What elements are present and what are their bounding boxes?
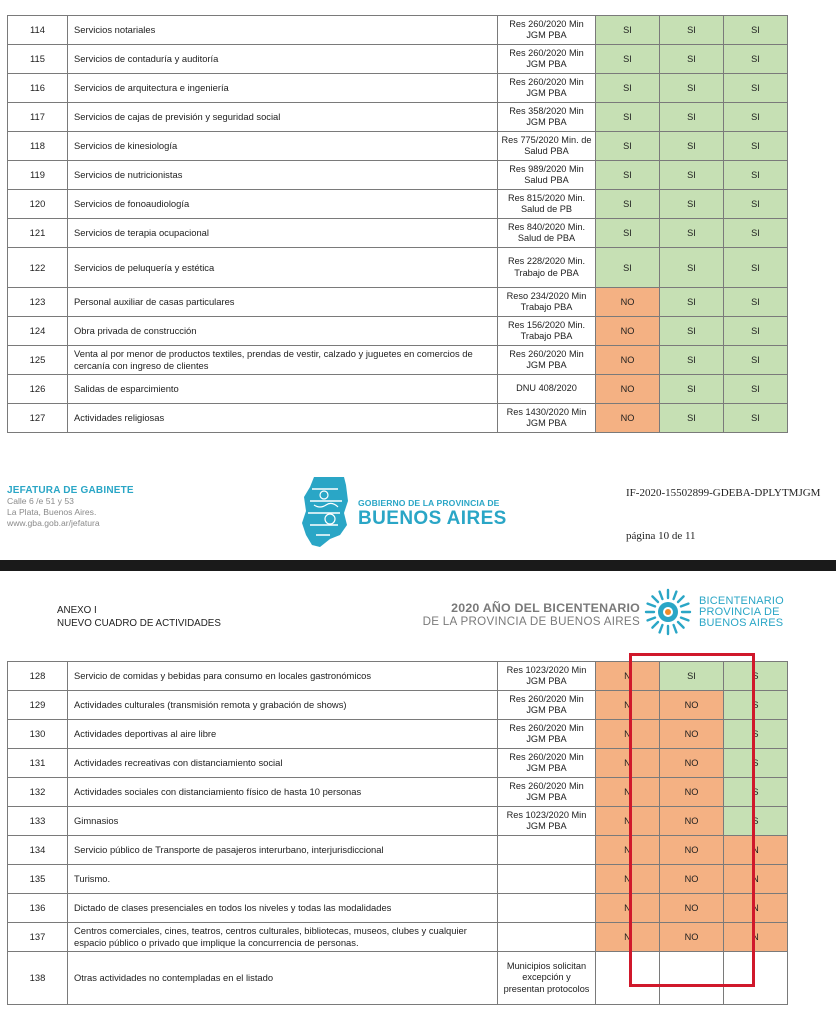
status-cell: N	[596, 749, 660, 778]
resolution: Res 815/2020 Min. Salud de PB	[498, 190, 596, 219]
status-cell: SI	[724, 45, 788, 74]
status-cell: S	[724, 778, 788, 807]
table-row	[8, 865, 788, 894]
row-number: 118	[8, 132, 68, 161]
row-number: 122	[8, 248, 68, 288]
status-cell: N	[596, 865, 660, 894]
status-cell: NO	[660, 720, 724, 749]
status-cell: SI	[596, 16, 660, 45]
department-footer	[7, 485, 187, 529]
resolution: Res 1430/2020 Min JGM PBA	[498, 404, 596, 433]
resolution: Res 1023/2020 Min JGM PBA	[498, 662, 596, 691]
status-cell: SI	[724, 375, 788, 404]
status-cell	[596, 952, 660, 1005]
status-cell: NO	[660, 749, 724, 778]
status-cell: NO	[596, 317, 660, 346]
status-cell: SI	[660, 161, 724, 190]
address-line: Calle 6 /e 51 y 53	[7, 496, 74, 506]
status-cell: SI	[660, 74, 724, 103]
activity-name: Servicio público de Transporte de pasajeros interurbano, interjurisdiccional	[68, 836, 498, 865]
row-number: 120	[8, 190, 68, 219]
table-row	[8, 836, 788, 865]
status-cell: SI	[724, 103, 788, 132]
row-number: 131	[8, 749, 68, 778]
table-row	[8, 404, 788, 433]
resolution: Res 260/2020 Min JGM PBA	[498, 346, 596, 375]
status-cell: SI	[724, 161, 788, 190]
activity-name: Servicios de fonoaudiología	[68, 190, 498, 219]
resolution: DNU 408/2020	[498, 375, 596, 404]
bicentenary-heading	[423, 601, 640, 628]
status-cell: N	[596, 662, 660, 691]
bicentenary-line-1: 2020 AÑO DEL BICENTENARIO	[451, 601, 640, 615]
row-number: 124	[8, 317, 68, 346]
status-cell: SI	[660, 346, 724, 375]
bicentenary-line-2: DE LA PROVINCIA DE BUENOS AIRES	[422, 615, 640, 628]
table-row	[8, 720, 788, 749]
logo-line-3: BUENOS AIRES	[699, 617, 784, 629]
status-cell: NO	[596, 346, 660, 375]
status-cell: SI	[596, 219, 660, 248]
table-row	[8, 45, 788, 74]
annex-header	[57, 604, 221, 630]
table-row	[8, 952, 788, 1005]
status-cell: SI	[660, 404, 724, 433]
status-cell: N	[596, 778, 660, 807]
status-cell: SI	[596, 132, 660, 161]
row-number: 114	[8, 16, 68, 45]
row-number: 136	[8, 894, 68, 923]
status-cell	[724, 952, 788, 1005]
status-cell: SI	[724, 288, 788, 317]
resolution: Res 228/2020 Min. Trabajo de PBA	[498, 248, 596, 288]
status-cell: NO	[660, 691, 724, 720]
table-row	[8, 894, 788, 923]
activity-name: Actividades sociales con distanciamiento físico de hasta 10 personas	[68, 778, 498, 807]
resolution	[498, 836, 596, 865]
bicentenary-sun-icon	[644, 588, 692, 636]
activity-name: Gimnasios	[68, 807, 498, 836]
activity-name: Actividades deportivas al aire libre	[68, 720, 498, 749]
resolution: Res 260/2020 Min JGM PBA	[498, 16, 596, 45]
table-row	[8, 288, 788, 317]
row-number: 127	[8, 404, 68, 433]
resolution: Res 260/2020 Min JGM PBA	[498, 778, 596, 807]
activities-table-page-11	[7, 661, 788, 1005]
department-name: JEFATURA DE GABINETE	[7, 485, 134, 496]
status-cell: SI	[660, 16, 724, 45]
status-cell: SI	[724, 404, 788, 433]
status-cell: N	[724, 836, 788, 865]
status-cell: N	[596, 720, 660, 749]
activity-name: Personal auxiliar de casas particulares	[68, 288, 498, 317]
status-cell: SI	[596, 190, 660, 219]
resolution: Res 840/2020 Min. Salud de PBA	[498, 219, 596, 248]
status-cell: SI	[660, 190, 724, 219]
logo-line-2: PROVINCIA DE	[699, 606, 780, 618]
page-number: página 10 de 11	[626, 530, 696, 542]
annex-title: ANEXO I	[57, 605, 97, 616]
status-cell: SI	[660, 375, 724, 404]
table-row	[8, 190, 788, 219]
row-number: 126	[8, 375, 68, 404]
status-cell: SI	[660, 288, 724, 317]
row-number: 130	[8, 720, 68, 749]
row-number: 123	[8, 288, 68, 317]
status-cell: N	[724, 865, 788, 894]
status-cell: SI	[660, 45, 724, 74]
activity-name: Dictado de clases presenciales en todos los niveles y todas las modalidades	[68, 894, 498, 923]
status-cell: SI	[724, 190, 788, 219]
status-cell: SI	[660, 219, 724, 248]
logo-line-1: BICENTENARIO	[699, 595, 784, 607]
website-link[interactable]: www.gba.gob.ar/jefatura	[7, 518, 100, 528]
resolution: Res 260/2020 Min JGM PBA	[498, 691, 596, 720]
province-name: BUENOS AIRES	[358, 508, 507, 529]
activity-name: Servicios de cajas de previsión y seguridad social	[68, 103, 498, 132]
status-cell: SI	[724, 132, 788, 161]
resolution	[498, 865, 596, 894]
page-separator	[0, 560, 836, 571]
row-number: 134	[8, 836, 68, 865]
activity-name: Otras actividades no contempladas en el listado	[68, 952, 498, 1005]
activity-name: Servicios de contaduría y auditoría	[68, 45, 498, 74]
resolution	[498, 923, 596, 952]
table-row	[8, 923, 788, 952]
government-line: GOBIERNO DE LA PROVINCIA DE	[358, 498, 500, 508]
table-row	[8, 219, 788, 248]
page-11	[0, 571, 836, 1024]
activity-name: Salidas de esparcimiento	[68, 375, 498, 404]
table-row	[8, 74, 788, 103]
status-cell: N	[596, 894, 660, 923]
resolution: Res 260/2020 Min JGM PBA	[498, 749, 596, 778]
table-row	[8, 807, 788, 836]
resolution: Res 989/2020 Min Salud PBA	[498, 161, 596, 190]
status-cell: SI	[596, 248, 660, 288]
status-cell: NO	[596, 288, 660, 317]
table-row	[8, 103, 788, 132]
status-cell: SI	[724, 74, 788, 103]
status-cell: SI	[724, 16, 788, 45]
status-cell: N	[596, 691, 660, 720]
table-row	[8, 346, 788, 375]
resolution: Municipios solicitan excepción y presentan protocolos	[498, 952, 596, 1005]
status-cell: S	[724, 691, 788, 720]
status-cell: SI	[596, 161, 660, 190]
activity-name: Servicios de kinesiología	[68, 132, 498, 161]
activity-name: Servicios notariales	[68, 16, 498, 45]
government-logo	[300, 475, 510, 550]
status-cell: SI	[724, 248, 788, 288]
status-cell: SI	[660, 662, 724, 691]
activity-name: Actividades religiosas	[68, 404, 498, 433]
resolution: Reso 234/2020 Min Trabajo PBA	[498, 288, 596, 317]
status-cell: SI	[596, 103, 660, 132]
row-number: 117	[8, 103, 68, 132]
table-row	[8, 662, 788, 691]
province-map-icon	[300, 475, 350, 549]
resolution: Res 260/2020 Min JGM PBA	[498, 74, 596, 103]
activity-name: Turismo.	[68, 865, 498, 894]
activity-name: Obra privada de construcción	[68, 317, 498, 346]
status-cell: NO	[660, 923, 724, 952]
annex-subtitle: NUEVO CUADRO DE ACTIVIDADES	[57, 618, 221, 629]
resolution: Res 775/2020 Min. de Salud PBA	[498, 132, 596, 161]
status-cell: NO	[596, 375, 660, 404]
status-cell: N	[596, 836, 660, 865]
status-cell: S	[724, 749, 788, 778]
status-cell: NO	[596, 404, 660, 433]
status-cell: N	[596, 807, 660, 836]
activity-name: Servicios de nutricionistas	[68, 161, 498, 190]
row-number: 115	[8, 45, 68, 74]
table-row	[8, 132, 788, 161]
status-cell: SI	[596, 45, 660, 74]
activity-name: Actividades culturales (transmisión remota y grabación de shows)	[68, 691, 498, 720]
table-row	[8, 691, 788, 720]
status-cell: SI	[660, 317, 724, 346]
resolution	[498, 894, 596, 923]
status-cell: SI	[660, 132, 724, 161]
status-cell: SI	[724, 317, 788, 346]
activity-name: Servicios de arquitectura e ingeniería	[68, 74, 498, 103]
status-cell: NO	[660, 836, 724, 865]
row-number: 132	[8, 778, 68, 807]
row-number: 125	[8, 346, 68, 375]
status-cell: NO	[660, 778, 724, 807]
table-row	[8, 749, 788, 778]
status-cell: SI	[660, 248, 724, 288]
status-cell: S	[724, 662, 788, 691]
activity-name: Servicios de peluquería y estética	[68, 248, 498, 288]
table-row	[8, 161, 788, 190]
activity-name: Actividades recreativas con distanciamiento social	[68, 749, 498, 778]
activity-name: Servicio de comidas y bebidas para consumo en locales gastronómicos	[68, 662, 498, 691]
status-cell: SI	[724, 346, 788, 375]
activity-name: Centros comerciales, cines, teatros, centros culturales, bibliotecas, museos, clubes y cualquier espacio público o privado que implique la concurrencia de personas.	[68, 923, 498, 952]
status-cell: S	[724, 807, 788, 836]
row-number: 129	[8, 691, 68, 720]
table-row	[8, 778, 788, 807]
table-row	[8, 248, 788, 288]
document-id: IF-2020-15502899-GDEBA-DPLYTMJGM	[626, 487, 821, 499]
address-line: La Plata, Buenos Aires.	[7, 507, 97, 517]
table-row	[8, 16, 788, 45]
status-cell: NO	[660, 865, 724, 894]
bicentenary-logo-text	[699, 596, 784, 629]
activities-table-page-10	[7, 15, 788, 433]
row-number: 116	[8, 74, 68, 103]
status-cell: N	[724, 894, 788, 923]
row-number: 133	[8, 807, 68, 836]
row-number: 135	[8, 865, 68, 894]
status-cell: N	[596, 923, 660, 952]
status-cell: NO	[660, 894, 724, 923]
row-number: 119	[8, 161, 68, 190]
status-cell: NO	[660, 807, 724, 836]
activity-name: Servicios de terapia ocupacional	[68, 219, 498, 248]
resolution: Res 358/2020 Min JGM PBA	[498, 103, 596, 132]
status-cell: SI	[724, 219, 788, 248]
resolution: Res 260/2020 Min JGM PBA	[498, 45, 596, 74]
row-number: 128	[8, 662, 68, 691]
activity-name: Venta al por menor de productos textiles, prendas de vestir, calzado y juguetes en comercios de cercanía con ingreso de clientes	[68, 346, 498, 375]
status-cell: S	[724, 720, 788, 749]
table-row	[8, 317, 788, 346]
status-cell	[660, 952, 724, 1005]
table-row	[8, 375, 788, 404]
resolution: Res 1023/2020 Min JGM PBA	[498, 807, 596, 836]
row-number: 137	[8, 923, 68, 952]
row-number: 121	[8, 219, 68, 248]
row-number: 138	[8, 952, 68, 1005]
status-cell: SI	[596, 74, 660, 103]
resolution: Res 260/2020 Min JGM PBA	[498, 720, 596, 749]
status-cell: SI	[660, 103, 724, 132]
resolution: Res 156/2020 Min. Trabajo PBA	[498, 317, 596, 346]
status-cell: N	[724, 923, 788, 952]
